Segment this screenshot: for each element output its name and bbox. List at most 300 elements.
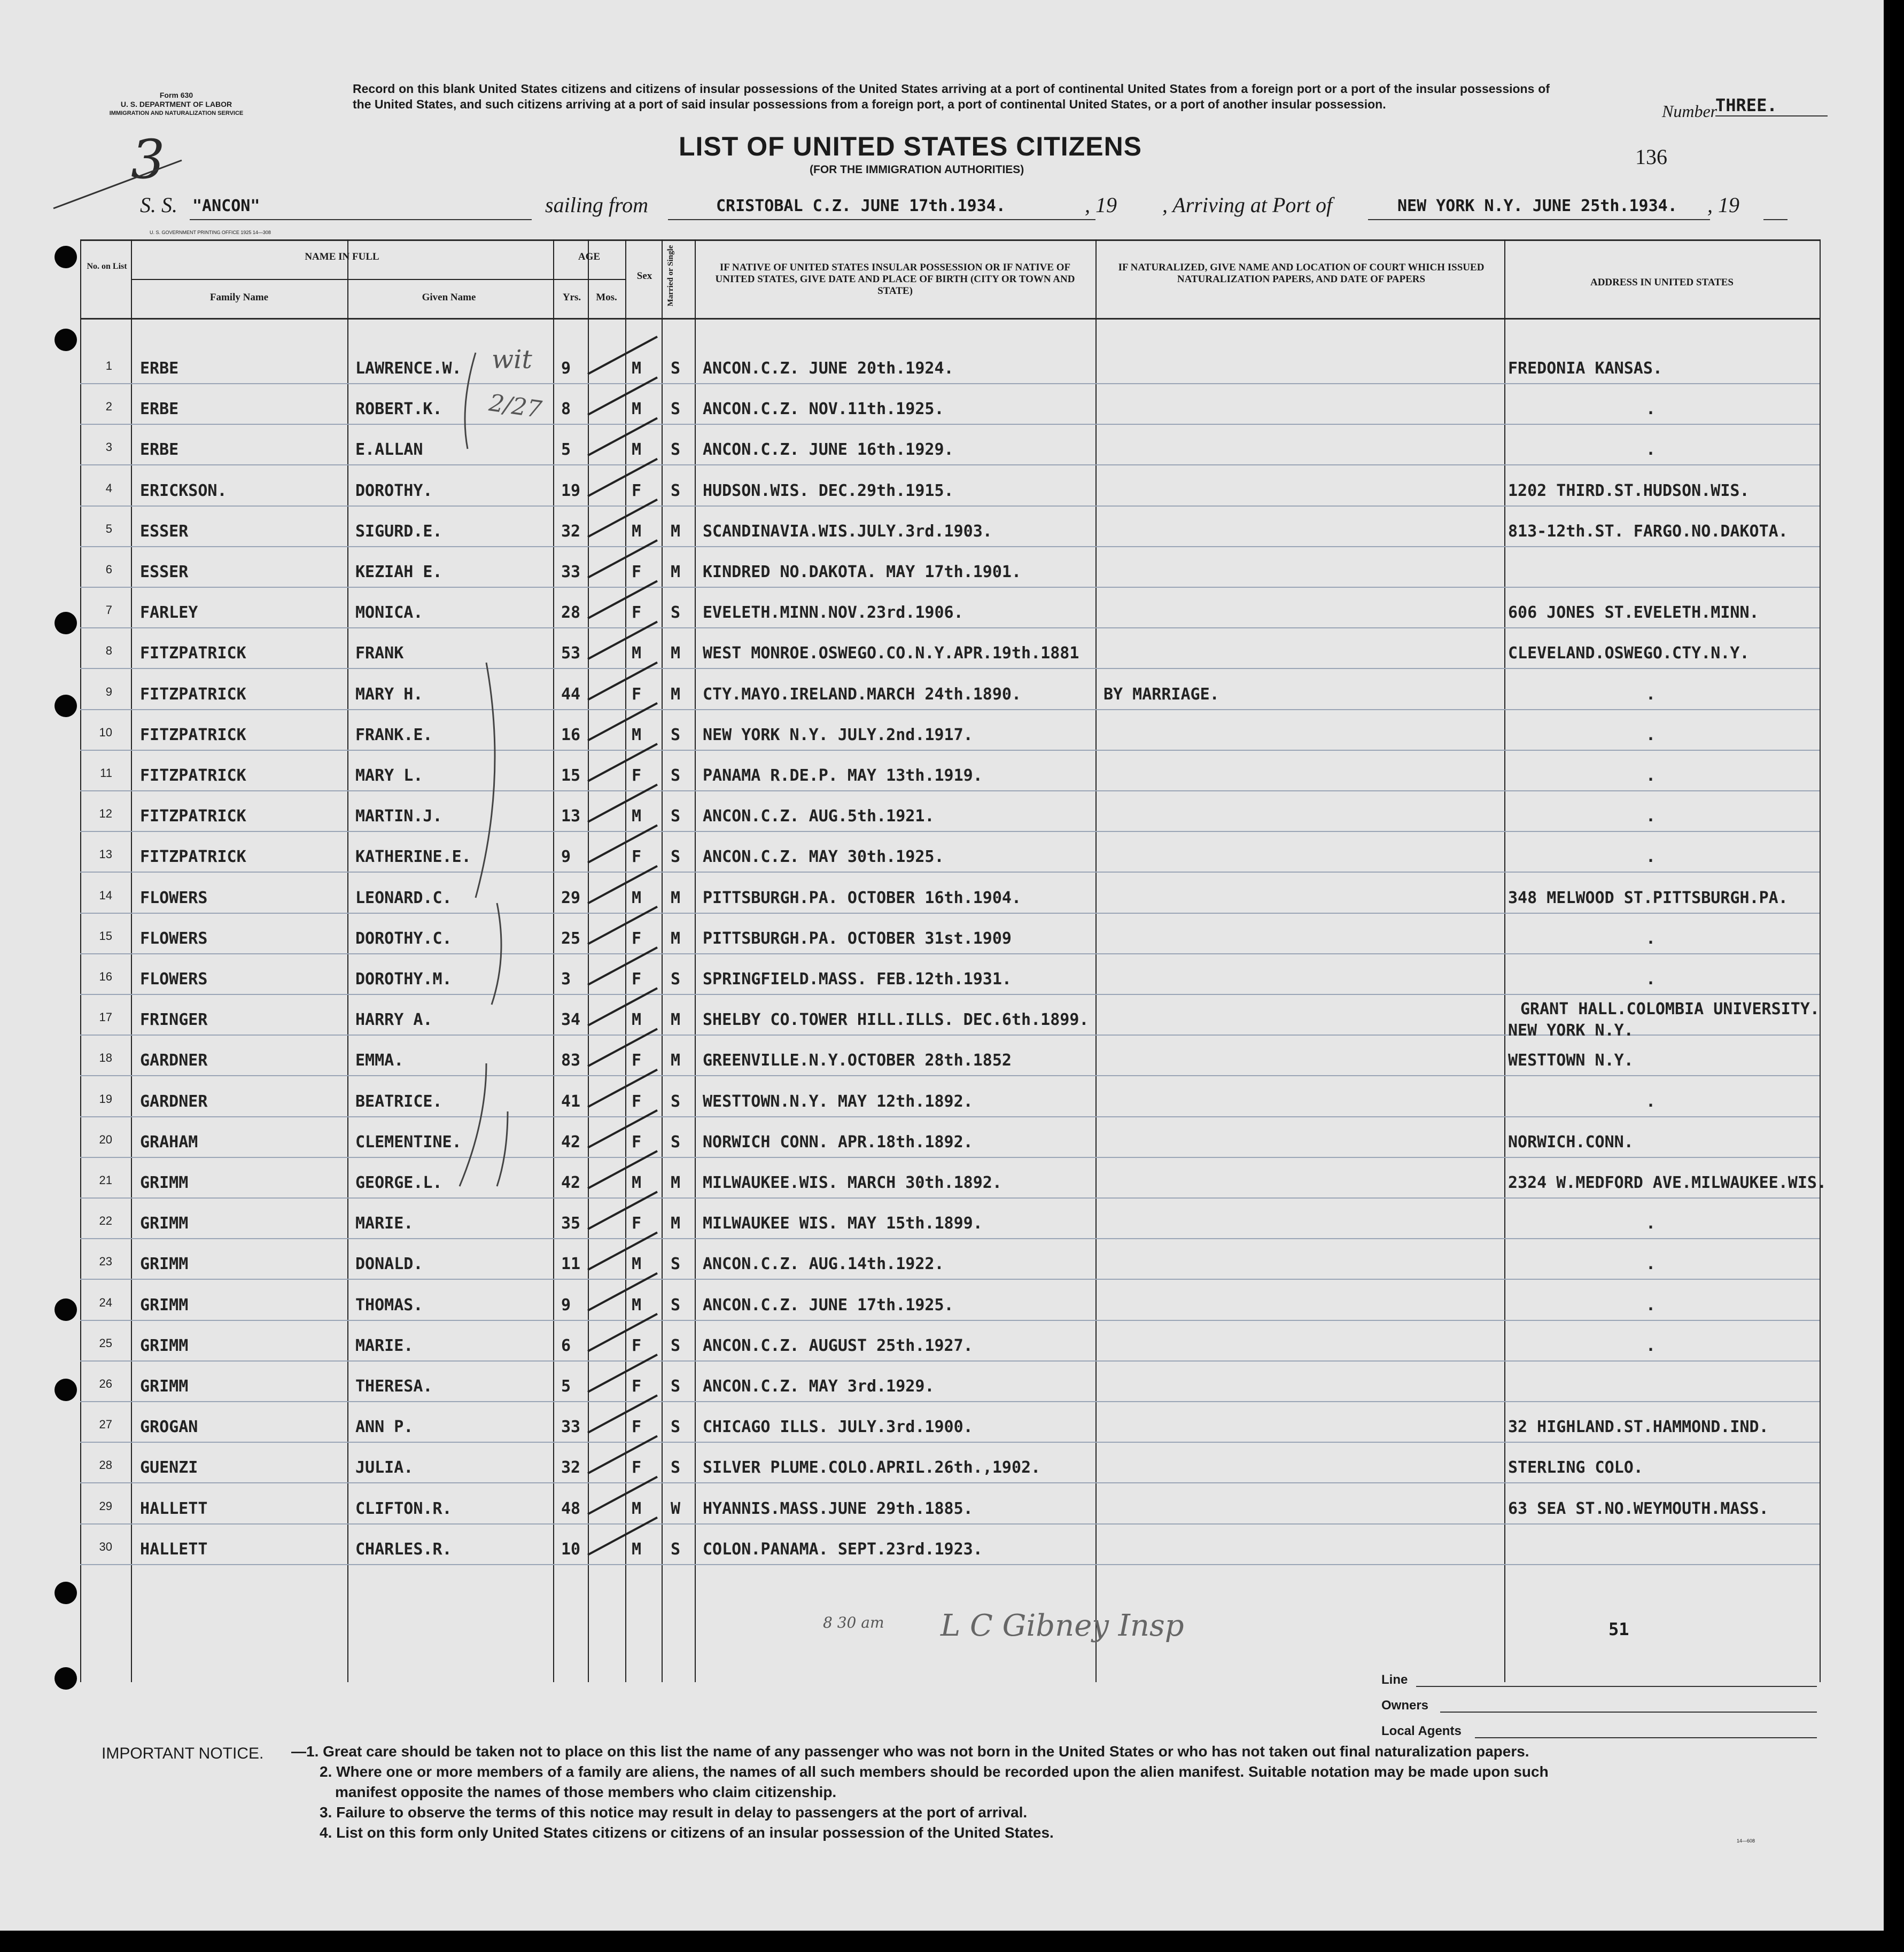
notice-4: 4. List on this form only United States citizens or citizens of an insular possession of the United States.: [320, 1824, 1054, 1841]
local-agents-label: Local Agents: [1381, 1724, 1462, 1738]
punch-hole: [55, 695, 77, 717]
given-name: ROBERT.K.: [355, 400, 442, 419]
arriving-label: , Arriving at Port of: [1162, 193, 1333, 217]
handwritten-brackets: [444, 342, 540, 1208]
row-number: 14: [99, 888, 112, 902]
check-mark: [588, 947, 657, 985]
sex: F: [632, 1377, 642, 1396]
marital-status: S: [671, 1092, 681, 1111]
marital-status: M: [671, 1173, 681, 1192]
header-address: ADDRESS IN UNITED STATES: [1590, 277, 1734, 288]
header-months: Mos.: [596, 292, 617, 303]
row-rule: [80, 1320, 1820, 1321]
birth-place-date: WESTTOWN.N.Y. MAY 12th.1892.: [703, 1092, 973, 1111]
us-address: .: [1646, 1214, 1656, 1233]
given-name: CHARLES.R.: [355, 1539, 452, 1559]
check-mark: [588, 1273, 657, 1311]
birth-place-date: NORWICH CONN. APR.18th.1892.: [703, 1132, 973, 1152]
age-years: 16: [561, 725, 581, 744]
row-rule: [80, 1197, 1820, 1199]
sex: M: [632, 1539, 642, 1559]
us-address: .: [1646, 847, 1656, 867]
sex: F: [632, 603, 642, 623]
us-address: 2324 W.MEDFORD AVE.MILWAUKEE.WIS.: [1508, 1173, 1827, 1192]
punch-hole: [55, 612, 77, 634]
row-number: 15: [99, 929, 112, 943]
punch-hole: [55, 1667, 77, 1690]
column-rule: [131, 239, 132, 1682]
row-number: 6: [105, 563, 112, 576]
family-name: FITZPATRICK: [140, 766, 246, 785]
us-address: .: [1646, 1336, 1656, 1355]
age-years: 83: [561, 1051, 581, 1070]
age-header-rule: [553, 279, 625, 280]
birth-place-date: CTY.MAYO.IRELAND.MARCH 24th.1890.: [703, 685, 1022, 704]
us-address: CLEVELAND.OSWEGO.CTY.N.Y.: [1508, 644, 1750, 663]
naturalization: BY MARRIAGE.: [1103, 685, 1219, 704]
name-header-rule: [131, 279, 553, 280]
sex: F: [632, 685, 642, 704]
owners-rule: [1440, 1712, 1817, 1713]
notice-1: —1. Great care should be taken not to place on this list the name of any passenger who was not born in the United States or who has not taken out final naturalization papers.: [291, 1743, 1529, 1760]
row-rule: [80, 587, 1820, 588]
printer-imprint: U. S. GOVERNMENT PRINTING OFFICE 1925 14—308: [150, 230, 271, 235]
sex: M: [632, 1499, 642, 1518]
us-address: 1202 THIRD.ST.HUDSON.WIS.: [1508, 481, 1750, 500]
given-name: MARY L.: [355, 766, 423, 785]
age-years: 9: [561, 1295, 571, 1315]
row-number: 25: [99, 1336, 112, 1350]
family-name: GRIMM: [140, 1173, 189, 1192]
row-number: 5: [105, 522, 112, 535]
column-rule: [1504, 239, 1505, 1682]
check-mark: [588, 1436, 657, 1473]
sex: F: [632, 847, 642, 867]
row-number: 21: [99, 1173, 112, 1187]
us-address: .: [1646, 1295, 1656, 1315]
marital-status: S: [671, 1458, 681, 1477]
column-rule: [695, 239, 696, 1682]
given-name: HARRY A.: [355, 1010, 433, 1030]
age-years: 15: [561, 766, 581, 785]
row-rule: [80, 1564, 1820, 1565]
marital-status: S: [671, 1295, 681, 1315]
family-name: FITZPATRICK: [140, 644, 246, 663]
given-name: MARIE.: [355, 1336, 414, 1355]
birth-place-date: MILWAUKEE.WIS. MARCH 30th.1892.: [703, 1173, 1002, 1192]
us-address: NORWICH.CONN.: [1508, 1132, 1634, 1152]
header-name-in-full: NAME IN FULL: [305, 251, 379, 262]
sex: F: [632, 1132, 642, 1152]
given-name: SIGURD.E.: [355, 522, 442, 541]
check-mark: [588, 500, 657, 537]
row-number: 28: [99, 1458, 112, 1472]
marital-status: S: [671, 1255, 681, 1274]
check-mark: [588, 784, 657, 822]
owners-label: Owners: [1381, 1698, 1429, 1713]
table-top-border: [80, 239, 1820, 241]
row-number: 3: [105, 440, 112, 454]
column-rule: [1095, 239, 1097, 1682]
marital-status: M: [671, 685, 681, 704]
birth-place-date: NEW YORK N.Y. JULY.2nd.1917.: [703, 725, 973, 744]
given-name: DOROTHY.M.: [355, 970, 452, 989]
sex: M: [632, 1295, 642, 1315]
sex: M: [632, 1173, 642, 1192]
us-address: 32 HIGHLAND.ST.HAMMOND.IND.: [1508, 1418, 1769, 1437]
family-name: HALLETT: [140, 1539, 208, 1559]
check-mark: [588, 1355, 657, 1392]
us-address: .: [1646, 400, 1656, 419]
given-name: MARIE.: [355, 1214, 414, 1233]
us-address: STERLING COLO.: [1508, 1458, 1643, 1477]
family-name: GRIMM: [140, 1336, 189, 1355]
marital-status: S: [671, 725, 681, 744]
row-number: 29: [99, 1499, 112, 1513]
marital-status: S: [671, 481, 681, 500]
family-name: ERBE: [140, 440, 179, 460]
us-address: .: [1646, 1092, 1656, 1111]
punch-hole: [55, 329, 77, 351]
punch-hole: [55, 246, 77, 268]
marital-status: S: [671, 807, 681, 826]
sex: F: [632, 766, 642, 785]
family-name: FITZPATRICK: [140, 807, 246, 826]
sex: F: [632, 970, 642, 989]
us-address: .: [1646, 970, 1656, 989]
row-number: 11: [100, 766, 112, 780]
notice-2-cont: manifest opposite the names of those members who claim citizenship.: [335, 1784, 837, 1800]
notice-3: 3. Failure to observe the terms of this notice may result in delay to passengers at the port of arrival.: [320, 1804, 1028, 1821]
row-rule: [80, 994, 1820, 995]
age-years: 9: [561, 359, 571, 378]
form-identifier: [80, 91, 273, 118]
marital-status: M: [671, 1214, 681, 1233]
sex: M: [632, 644, 642, 663]
age-years: 11: [561, 1255, 581, 1274]
age-years: 28: [561, 603, 581, 623]
sex: M: [632, 522, 642, 541]
age-years: 53: [561, 644, 581, 663]
sex: M: [632, 888, 642, 907]
sex: F: [632, 481, 642, 500]
age-years: 5: [561, 1377, 571, 1396]
row-rule: [80, 424, 1820, 425]
handwritten-date: 2/27: [487, 389, 543, 424]
sex: F: [632, 929, 642, 948]
check-mark: [588, 1151, 657, 1188]
handwritten-note: wit: [492, 345, 532, 375]
birth-place-date: ANCON.C.Z. MAY 30th.1925.: [703, 847, 944, 867]
birth-place-date: GREENVILLE.N.Y.OCTOBER 28th.1852: [703, 1051, 1012, 1070]
age-years: 42: [561, 1173, 581, 1192]
birth-place-date: ANCON.C.Z. MAY 3rd.1929.: [703, 1377, 935, 1396]
check-mark: [588, 825, 657, 862]
column-rule: [1820, 239, 1821, 1682]
birth-place-date: ANCON.C.Z. JUNE 20th.1924.: [703, 359, 954, 378]
birth-place-date: SILVER PLUME.COLO.APRIL.26th.,1902.: [703, 1458, 1041, 1477]
row-number: 27: [99, 1418, 112, 1432]
birth-place-date: HUDSON.WIS. DEC.29th.1915.: [703, 481, 954, 500]
family-name: GRIMM: [140, 1255, 189, 1274]
row-number: 13: [99, 847, 112, 861]
column-rule: [80, 239, 81, 1682]
header-married-single: Married or Single: [666, 245, 675, 307]
birth-place-date: ANCON.C.Z. AUG.14th.1922.: [703, 1255, 944, 1274]
marital-status: M: [671, 1010, 681, 1030]
row-rule: [80, 506, 1820, 507]
family-name: FLOWERS: [140, 888, 208, 907]
family-name: GARDNER: [140, 1051, 208, 1070]
row-rule: [80, 1116, 1820, 1117]
marital-status: W: [671, 1499, 681, 1518]
family-name: GRIMM: [140, 1214, 189, 1233]
year-label-2: , 19: [1707, 193, 1739, 217]
check-mark: [588, 703, 657, 741]
given-name: DOROTHY.: [355, 481, 433, 500]
row-number: 1: [105, 359, 112, 372]
check-mark: [588, 1110, 657, 1148]
given-name: THOMAS.: [355, 1295, 423, 1315]
sex: F: [632, 1092, 642, 1111]
age-years: 44: [561, 685, 581, 704]
header-years: Yrs.: [562, 292, 581, 303]
row-number: 24: [99, 1295, 112, 1309]
row-number: 4: [105, 481, 112, 495]
row-rule: [80, 790, 1820, 791]
row-rule: [80, 1401, 1820, 1402]
check-mark: [588, 581, 657, 618]
form-code: 14—608: [1737, 1838, 1755, 1844]
marital-status: M: [671, 644, 681, 663]
check-mark: [588, 459, 657, 496]
family-name: FARLEY: [140, 603, 198, 623]
given-name: KATHERINE.E.: [355, 847, 471, 867]
row-number: 2: [105, 400, 112, 414]
marital-status: S: [671, 1132, 681, 1152]
punch-hole: [55, 1582, 77, 1604]
sex: F: [632, 1051, 642, 1070]
row-number: 7: [105, 603, 112, 617]
us-address: GRANT HALL.COLOMBIA UNIVERSITY.: [1520, 1000, 1820, 1019]
us-address: 63 SEA ST.NO.WEYMOUTH.MASS.: [1508, 1499, 1769, 1518]
family-name: ERICKSON.: [140, 481, 227, 500]
birth-place-date: ANCON.C.Z. JUNE 16th.1929.: [703, 440, 954, 460]
age-years: 33: [561, 1418, 581, 1437]
birth-place-date: PANAMA R.DE.P. MAY 13th.1919.: [703, 766, 983, 785]
family-name: FRINGER: [140, 1010, 208, 1030]
family-name: FLOWERS: [140, 970, 208, 989]
sailing-underline: [668, 219, 1095, 220]
row-rule: [80, 1279, 1820, 1280]
age-years: 42: [561, 1132, 581, 1152]
row-rule: [80, 1238, 1820, 1239]
marital-status: M: [671, 1051, 681, 1070]
row-rule: [80, 872, 1820, 873]
row-number: 23: [99, 1255, 112, 1269]
marital-status: S: [671, 603, 681, 623]
age-years: 13: [561, 807, 581, 826]
given-name: FRANK: [355, 644, 404, 663]
row-number: 20: [99, 1132, 112, 1146]
given-name: BEATRICE.: [355, 1092, 442, 1111]
age-years: 9: [561, 847, 571, 867]
row-number: 9: [105, 685, 112, 698]
row-rule: [80, 831, 1820, 832]
row-rule: [80, 464, 1820, 465]
form-number: Form 630: [159, 91, 193, 99]
age-years: 3: [561, 970, 571, 989]
number-label: Number: [1662, 102, 1718, 121]
row-rule: [80, 546, 1820, 547]
us-address: FREDONIA KANSAS.: [1508, 359, 1662, 378]
header-given-name: Given Name: [422, 292, 476, 303]
family-name: FITZPATRICK: [140, 685, 246, 704]
row-number: 12: [99, 807, 112, 821]
sex: M: [632, 359, 642, 378]
family-name: FLOWERS: [140, 929, 208, 948]
sailing-from-label: sailing from: [545, 193, 648, 217]
age-years: 29: [561, 888, 581, 907]
row-number: 10: [99, 725, 112, 739]
passenger-total: 51: [1608, 1619, 1629, 1639]
birth-place-date: ANCON.C.Z. AUGUST 25th.1927.: [703, 1336, 973, 1355]
row-rule: [80, 1360, 1820, 1362]
important-notice-heading: IMPORTANT NOTICE.: [102, 1745, 264, 1762]
column-rule: [553, 239, 554, 1682]
family-name: FITZPATRICK: [140, 725, 246, 744]
us-address: 348 MELWOOD ST.PITTSBURGH.PA.: [1508, 888, 1788, 907]
year-underline: [1763, 219, 1788, 220]
header-sex: Sex: [636, 270, 652, 282]
row-rule: [80, 1482, 1820, 1483]
family-name: GARDNER: [140, 1092, 208, 1111]
page-title: LIST OF UNITED STATES CITIZENS: [679, 131, 1143, 161]
marital-status: M: [671, 522, 681, 541]
marital-status: S: [671, 1336, 681, 1355]
row-number: 26: [99, 1377, 112, 1390]
family-name: FITZPATRICK: [140, 847, 246, 867]
birth-place-date: ANCON.C.Z. NOV.11th.1925.: [703, 400, 944, 419]
birth-place-date: HYANNIS.MASS.JUNE 29th.1885.: [703, 1499, 973, 1518]
birth-place-date: COLON.PANAMA. SEPT.23rd.1923.: [703, 1539, 983, 1559]
marital-status: S: [671, 1539, 681, 1559]
given-name: JULIA.: [355, 1458, 414, 1477]
row-rule: [80, 668, 1820, 669]
given-name: MARY H.: [355, 685, 423, 704]
us-address: .: [1646, 1255, 1656, 1274]
sex: F: [632, 1418, 642, 1437]
punch-hole: [55, 1298, 77, 1321]
signature-time: 8 30 am: [823, 1614, 884, 1631]
check-mark: [588, 1070, 657, 1107]
row-rule: [80, 383, 1820, 384]
marital-status: M: [671, 563, 681, 581]
check-mark: [588, 1477, 657, 1514]
check-mark: [588, 866, 657, 904]
header-birth: IF NATIVE OF UNITED STATES INSULAR POSSESSION OR IF NATIVE OF UNITED STATES, GIVE DATE AND PLACE OF BIRTH (CITY OR TOWN AND STATE): [715, 262, 1075, 297]
sailing-from-value: CRISTOBAL C.Z. JUNE 17th.1934.: [716, 197, 1006, 215]
row-rule: [80, 913, 1820, 914]
birth-place-date: ANCON.C.Z. JUNE 17th.1925.: [703, 1295, 954, 1315]
page-subtitle: (FOR THE IMMIGRATION AUTHORITIES): [810, 164, 1024, 176]
marital-status: S: [671, 359, 681, 378]
age-years: 33: [561, 563, 581, 581]
sex: F: [632, 1458, 642, 1477]
agents-rule: [1475, 1737, 1817, 1738]
inspector-signature: L C Gibney Insp: [941, 1608, 1184, 1643]
age-years: 6: [561, 1336, 571, 1355]
check-mark: [588, 744, 657, 781]
family-name: GRIMM: [140, 1295, 189, 1315]
given-name: CLIFTON.R.: [355, 1499, 452, 1518]
given-name: THERESA.: [355, 1377, 433, 1396]
row-number: 22: [99, 1214, 112, 1228]
year-label-1: , 19: [1085, 193, 1117, 217]
age-years: 5: [561, 440, 571, 460]
birth-place-date: WEST MONROE.OSWEGO.CO.N.Y.APR.19th.1881: [703, 644, 1079, 663]
family-name: GRAHAM: [140, 1132, 198, 1152]
row-number: 19: [99, 1092, 112, 1106]
row-rule: [80, 1523, 1820, 1525]
age-years: 34: [561, 1010, 581, 1030]
row-number: 30: [99, 1539, 112, 1553]
birth-place-date: CHICAGO ILLS. JULY.3rd.1900.: [703, 1418, 973, 1437]
birth-place-date: PITTSBURGH.PA. OCTOBER 16th.1904.: [703, 888, 1022, 907]
check-mark: [588, 1395, 657, 1433]
check-mark: [588, 337, 657, 374]
line-label: Line: [1381, 1673, 1408, 1687]
family-name: GRIMM: [140, 1377, 189, 1396]
age-years: 19: [561, 481, 581, 500]
given-name: FRANK.E.: [355, 725, 433, 744]
sex: F: [632, 563, 642, 581]
row-rule: [80, 953, 1820, 954]
row-rule: [80, 1442, 1820, 1443]
family-name: ESSER: [140, 522, 189, 541]
us-address: .: [1646, 807, 1656, 826]
age-years: 25: [561, 929, 581, 948]
vessel-name: "ANCON": [192, 197, 260, 215]
row-rule: [80, 627, 1820, 628]
record-notice: Record on this blank United States citizens and citizens of insular possessions of the United States arriving at a port of continental United States from a foreign port or a port of the insular possessions of the United States, and such citizens arriving at a port of said insular possessions from a foreign port, a port of continental United States, or a port of another insular possession.: [353, 82, 1550, 111]
check-mark: [588, 377, 657, 415]
marital-status: S: [671, 1377, 681, 1396]
row-number: 8: [105, 644, 112, 658]
column-rule: [347, 239, 348, 1682]
punch-hole: [55, 1379, 77, 1401]
family-name: GROGAN: [140, 1418, 198, 1437]
age-years: 48: [561, 1499, 581, 1518]
age-years: 35: [561, 1214, 581, 1233]
birth-place-date: SCANDINAVIA.WIS.JULY.3rd.1903.: [703, 522, 992, 541]
check-mark: [588, 540, 657, 578]
us-address: WESTTOWN N.Y.: [1508, 1051, 1634, 1070]
check-mark: [588, 663, 657, 700]
marital-status: S: [671, 1418, 681, 1437]
age-years: 32: [561, 1458, 581, 1477]
row-rule: [80, 1075, 1820, 1076]
row-number: 17: [99, 1010, 112, 1024]
check-mark: [588, 1518, 657, 1555]
sex: M: [632, 1010, 642, 1030]
row-number: 18: [99, 1051, 112, 1065]
family-name: GUENZI: [140, 1458, 198, 1477]
given-name: MARTIN.J.: [355, 807, 442, 826]
birth-place-date: EVELETH.MINN.NOV.23rd.1906.: [703, 603, 963, 623]
birth-place-date: PITTSBURGH.PA. OCTOBER 31st.1909: [703, 929, 1012, 948]
us-address-line-2: NEW YORK N.Y.: [1508, 1021, 1634, 1040]
